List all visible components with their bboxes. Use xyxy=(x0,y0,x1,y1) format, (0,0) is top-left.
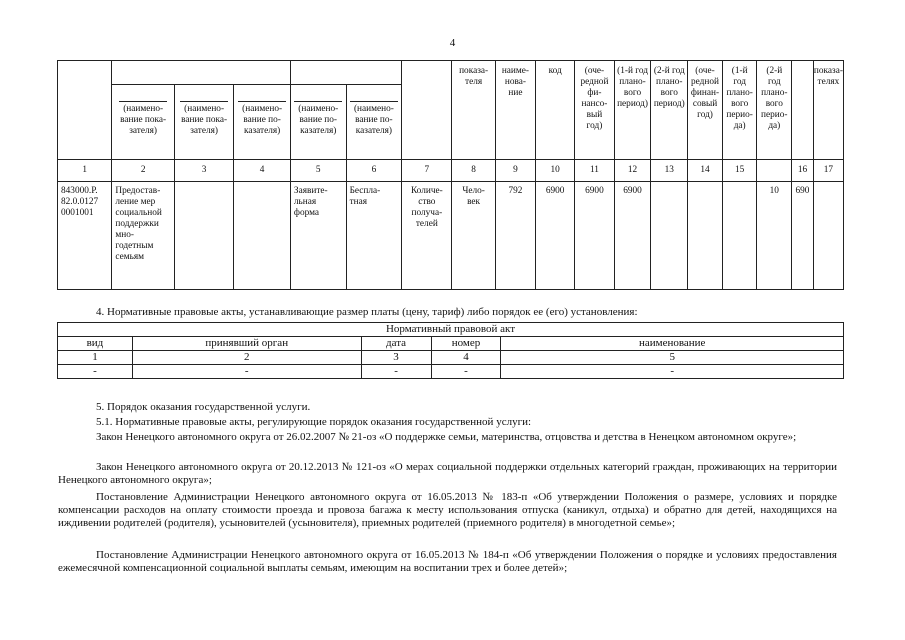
acts-header-date: дата xyxy=(361,337,431,351)
value-current-year: 6900 xyxy=(536,182,575,290)
subheader-indicator-2: (наимено- вание пока- зателя) xyxy=(112,85,174,160)
header-cell-1 xyxy=(58,61,112,160)
form-cell: Заявите- льная форма xyxy=(290,182,346,290)
acts-header-type: вид xyxy=(58,337,133,351)
empty-cell xyxy=(174,182,233,290)
header-fee-current: (оче- редной финан- совый год) xyxy=(688,61,723,160)
header-cell-16 xyxy=(792,61,814,160)
column-number: 6 xyxy=(346,160,402,182)
column-number: 12 xyxy=(614,160,651,182)
column-number: 15 xyxy=(722,160,757,182)
column-number: 16 xyxy=(792,160,814,182)
acts-header-number: номер xyxy=(431,337,501,351)
acts-cell: - xyxy=(501,365,844,379)
subheader-indicator-3: (наимено- вание пока- зателя) xyxy=(174,85,233,160)
column-number: 14 xyxy=(688,160,723,182)
column-number: 17 xyxy=(813,160,843,182)
value-plan-year1: 6900 xyxy=(575,182,614,290)
header-group-content xyxy=(112,61,291,85)
acts-cell: - xyxy=(58,365,133,379)
column-number: 1 xyxy=(58,160,112,182)
services-indicator-table xyxy=(57,60,844,290)
header-year-plan1: (1-й год плано- вого период) xyxy=(614,61,651,160)
page-number: 4 xyxy=(449,37,456,49)
unit-cell: Чело- век xyxy=(452,182,495,290)
indicator-name-cell: Количе- ство получа- телей xyxy=(402,182,452,290)
acts-column-number: 4 xyxy=(431,351,501,365)
acts-column-number: 3 xyxy=(361,351,431,365)
empty-cell xyxy=(234,182,291,290)
legal-act-paragraph: Закон Ненецкого автономного округа от 26.02.2007 № 21-оз «О поддержке семьи, материнства, отцовства и детства в Ненецком автономном округе»; xyxy=(96,431,797,443)
subheader-indicator-5: (наимено- вание по- казателя) xyxy=(290,85,346,160)
service-content-cell: Предостав- ление мер социальной поддержки мно- годетным семьям xyxy=(112,182,174,290)
column-number: 7 xyxy=(402,160,452,182)
column-number: 8 xyxy=(452,160,495,182)
acts-cell: - xyxy=(431,365,501,379)
acts-cell: - xyxy=(361,365,431,379)
column-number: 2 xyxy=(112,160,174,182)
header-year-current: (оче- редной фи- нансо- вый год) xyxy=(575,61,614,160)
header-fee-plan2: (2-й год плано- вого перио- да) xyxy=(757,61,792,160)
acts-cell: - xyxy=(132,365,361,379)
column-number: 4 xyxy=(234,160,291,182)
empty-cell xyxy=(722,182,757,290)
value-plan-year2: 6900 xyxy=(614,182,651,290)
payment-cell: Беспла- тная xyxy=(346,182,402,290)
subheader-indicator-6: (наимено- вание по- казателя) xyxy=(346,85,402,160)
column-number: 9 xyxy=(495,160,535,182)
header-indicator: показа- теля xyxy=(452,61,495,160)
empty-cell xyxy=(688,182,723,290)
section5-subtitle: 5.1. Нормативные правовые акты, регулирующие порядок оказания государственной услуги: xyxy=(96,416,532,428)
header-cell-7 xyxy=(402,61,452,160)
empty-cell xyxy=(651,182,688,290)
section4-title: 4. Нормативные правовые акты, устанавливающие размер платы (цену, тариф) либо порядок ее (его) установления: xyxy=(96,306,638,318)
header-fee-plan1: (1-й год плано- вого перио- да) xyxy=(722,61,757,160)
empty-cell xyxy=(813,182,843,290)
acts-table-title: Нормативный правовой акт xyxy=(58,323,844,337)
code-cell: 792 xyxy=(495,182,535,290)
deviation-absolute-cell: 690 xyxy=(792,182,814,290)
section5-title: 5. Порядок оказания государственной услуги. xyxy=(96,401,311,413)
subheader-indicator-4: (наимено- вание по- казателя) xyxy=(234,85,291,160)
acts-header-name: наименование xyxy=(501,337,844,351)
column-number: 5 xyxy=(290,160,346,182)
legal-acts-table xyxy=(57,322,844,379)
legal-act-paragraph: Постановление Администрации Ненецкого автономного округа от 16.05.2013 № 184-п «Об утверждении Положения о порядке и условиях предоставления ежемесячной компенсационной социальной выплаты семьям, имеющим на воспитании трех и более детей»; xyxy=(58,549,837,574)
header-year-plan2: (2-й год плано- вого период) xyxy=(651,61,688,160)
acts-column-number: 5 xyxy=(501,351,844,365)
header-deviation: показа- телях xyxy=(813,61,843,160)
column-number: 13 xyxy=(651,160,688,182)
column-number: 11 xyxy=(575,160,614,182)
acts-header-authority: принявший орган xyxy=(132,337,361,351)
header-group-conditions xyxy=(290,61,401,85)
legal-act-paragraph: Постановление Администрации Ненецкого автономного округа от 16.05.2013 № 183-п «Об утверждении Положения о размере, условиях и порядке компенсации расходов на оплату стоимости проезда и провоза багажа к месту использования отпуска (каникул, отдыха) и обратно для детей, находящихся на иждивении родителей (родителя), усыновителей (усыновителя), приемных родителей (приемного родителя) в многодетной семье»; xyxy=(58,491,837,529)
header-code: код xyxy=(536,61,575,160)
column-number: 3 xyxy=(174,160,233,182)
registry-number-cell: 843000.Р. 82.0.0127 0001001 xyxy=(58,182,112,290)
column-number-empty xyxy=(757,160,792,182)
column-number: 10 xyxy=(536,160,575,182)
deviation-percent-cell: 10 xyxy=(757,182,792,290)
legal-act-paragraph: Закон Ненецкого автономного округа от 20.12.2013 № 121-оз «О мерах социальной поддержки отдельных категорий граждан, проживающих на территории Ненецкого автономного округа»; xyxy=(58,461,837,486)
acts-column-number: 1 xyxy=(58,351,133,365)
header-name: наиме- нова- ние xyxy=(495,61,535,160)
acts-column-number: 2 xyxy=(132,351,361,365)
